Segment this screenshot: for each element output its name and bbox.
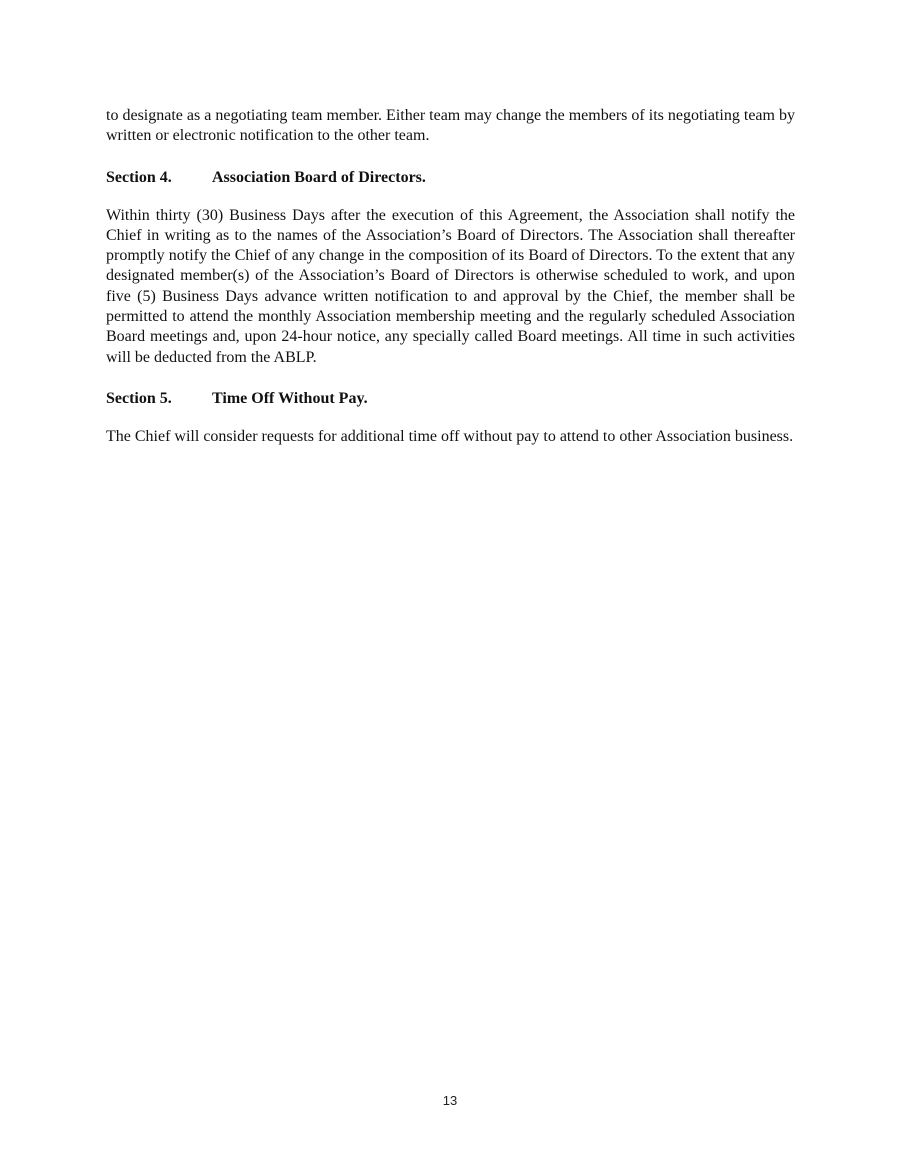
- intro-paragraph: to designate as a negotiating team member. Either team may change the members of its negotiating team by written or electronic notification to the other team.: [106, 107, 795, 145]
- section-4-body: Within thirty (30) Business Days after the execution of this Agreement, the Association shall notify the Chief in writing as to the names of the Association’s Board of Directors. The Association shall thereafter promptly notify the Chief of any change in the composition of its Board of Directors. To the extent that any designated member(s) of the Association’s Board of Directors is otherwise scheduled to work, and upon five (5) Business Days advance written notification to and approval by the Chief, the member shall be permitted to attend the monthly Association membership meeting and the regularly scheduled Association Board meetings and, upon 24-hour notice, any specially called Board meetings. All time in such activities will be deducted from the ABLP.: [106, 206, 795, 366]
- section-4-number: Section 4.: [106, 168, 172, 186]
- section-4-title: Association Board of Directors.: [212, 168, 426, 186]
- section-4-heading: [106, 168, 795, 188]
- section-5-heading: [106, 389, 795, 409]
- section-5-body: The Chief will consider requests for additional time off without pay to attend to other Association business.: [106, 427, 794, 445]
- page-content: [106, 106, 795, 447]
- section-5-title: Time Off Without Pay.: [212, 389, 368, 407]
- section-5-number: Section 5.: [106, 389, 172, 407]
- page-number: 13: [442, 1093, 458, 1108]
